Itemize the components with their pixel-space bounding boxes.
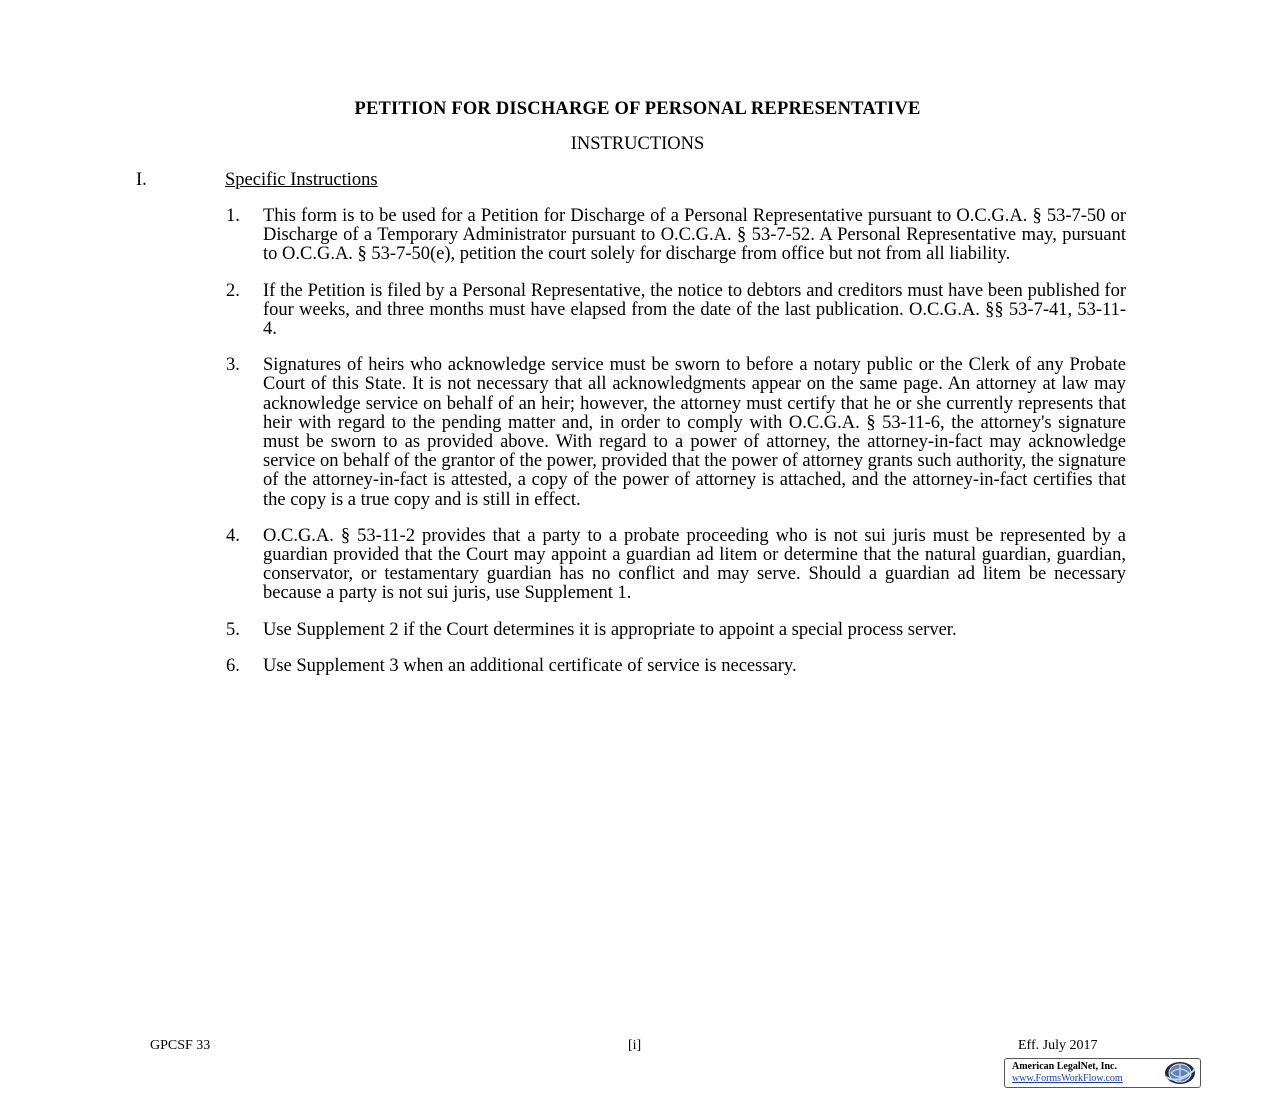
- document-title: PETITION FOR DISCHARGE OF PERSONAL REPRESENTATIVE: [354, 99, 921, 119]
- footer-page-number: [i]: [628, 1038, 642, 1053]
- instruction-text: O.C.G.A. § 53-11-2 provides that a party to a probate proceeding who is not sui juris must be represented by a guardian provided that the Court may appoint a guardian ad litem or determine that the natural guardian, guardian, conservator, or testamentary guardian has no conflict and may serve. Should a guardian ad litem be necessary because a party is not sui juris, use Supplement 1.: [263, 525, 1126, 604]
- instruction-item: [226, 356, 1126, 510]
- instruction-text: Use Supplement 2 if the Court determines it is appropriate to appoint a special process server.: [263, 619, 957, 640]
- legalnet-badge[interactable]: [1004, 1058, 1201, 1088]
- instruction-text: Signatures of heirs who acknowledge service must be sworn to before a notary public or the Clerk of any Probate Court of this State. It is not necessary that all acknowledgments appear on the same page. An attorney at law may acknowledge service on behalf of an heir; however, the attorney must certify that he or she currently represents that heir with regard to the pending matter and, in order to comply with O.C.G.A. § 53-11-6, the attorney's signature must be sworn to as provided above. With regard to a power of attorney, the attorney-in-fact may acknowledge service on behalf of the grantor of the power, provided that the power of attorney grants such authority, the signature of the attorney-in-fact is attested, a copy of the power of attorney is attached, and the attorney-in-fact certifies that the copy is a true copy and is still in effect.: [263, 355, 1126, 510]
- footer-form-id: GPCSF 33: [150, 1038, 211, 1053]
- section-heading: Specific Instructions: [225, 170, 378, 190]
- instruction-number: 2.: [226, 280, 240, 301]
- instruction-text: This form is to be used for a Petition for Discharge of a Personal Representative pursuant to O.C.G.A. § 53-7-50 or Discharge of a Temporary Administrator pursuant to O.C.G.A. § 53-7-52. A Personal Representative may, pursuant to O.C.G.A. § 53-7-50(e), petition the court solely for discharge from office but not from all liability.: [263, 206, 1126, 265]
- instruction-item: [226, 621, 1126, 640]
- instruction-item: [226, 527, 1126, 604]
- instruction-item: [226, 657, 1126, 676]
- instruction-number: 5.: [226, 619, 240, 640]
- instruction-number: 3.: [226, 355, 240, 376]
- globe-logo-icon: [1163, 1061, 1197, 1085]
- instruction-number: 6.: [226, 655, 240, 676]
- instruction-number: 4.: [226, 525, 240, 546]
- instruction-item: [226, 207, 1126, 265]
- instruction-text: Use Supplement 3 when an additional certificate of service is necessary.: [263, 655, 797, 676]
- footer-effective-date: Eff. July 2017: [1018, 1038, 1098, 1053]
- instruction-number: 1.: [226, 206, 240, 226]
- instruction-item: [226, 282, 1126, 340]
- instruction-list: [226, 207, 1126, 693]
- instruction-text: If the Petition is filed by a Personal Representative, the notice to debtors and creditors must have been published for four weeks, and three months must have elapsed from the date of the last publication. O.C.G.A. §§ 53-7-41, 53-11-4.: [263, 280, 1126, 340]
- document-subtitle: INSTRUCTIONS: [570, 134, 705, 154]
- badge-url-link[interactable]: www.FormsWorkFlow.com: [1012, 1073, 1123, 1084]
- badge-company-name: American LegalNet, Inc.: [1012, 1061, 1117, 1072]
- section-number: I.: [136, 170, 147, 190]
